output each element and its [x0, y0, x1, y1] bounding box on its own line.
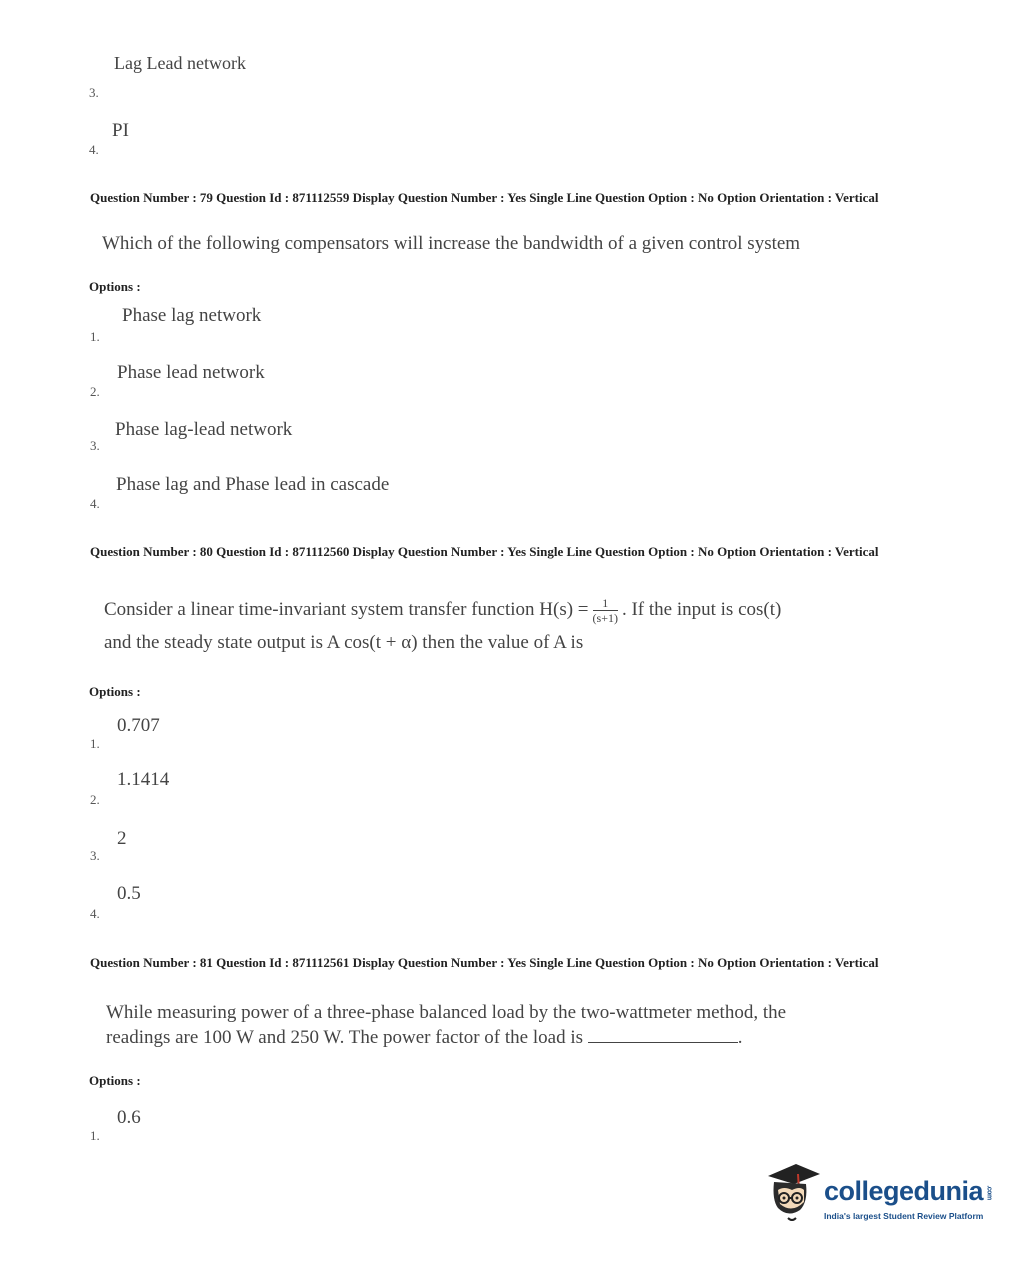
option-number: 3. — [89, 85, 99, 100]
option-text[interactable]: 0.5 — [117, 883, 141, 904]
fraction-numerator: 1 — [593, 596, 618, 611]
options-label: Options : — [89, 684, 141, 699]
option-text[interactable]: 0.707 — [117, 715, 160, 736]
option-number: 4. — [89, 142, 99, 157]
transfer-function-fraction — [593, 596, 618, 625]
option-number: 3. — [90, 848, 100, 863]
collegedunia-logo[interactable] — [762, 1160, 992, 1230]
logo-tagline: India's largest Student Review Platform — [824, 1211, 984, 1221]
logo-suffix: .com — [985, 1185, 993, 1201]
option-text[interactable]: Phase lead network — [117, 362, 265, 383]
option-number: 2. — [90, 384, 100, 399]
question-text-line2: and the steady state output is A cos(t + α) then the value of A is — [104, 632, 584, 653]
option-text[interactable]: Phase lag network — [122, 305, 262, 326]
option-number: 3. — [90, 438, 100, 453]
question-text-part: readings are 100 W and 250 W. The power factor of the load is — [106, 1027, 583, 1048]
option-number: 4. — [90, 906, 100, 921]
option-text[interactable]: 0.6 — [117, 1107, 141, 1128]
option-text[interactable]: 1.1414 — [117, 769, 170, 790]
question-text-part1: Consider a linear time-invariant system transfer function H(s) = — [104, 598, 589, 620]
option-text[interactable]: Phase lag and Phase lead in cascade — [116, 474, 390, 495]
question-header: Question Number : 81 Question Id : 871112561 Display Question Number : Yes Single Line Question Option : No Option Orientation : Vertical — [90, 955, 879, 970]
option-text[interactable]: 2 — [117, 828, 127, 849]
option-number: 1. — [90, 1128, 100, 1143]
question-text-part2: . If the input is cos(t) — [621, 598, 782, 620]
options-label: Options : — [89, 1073, 141, 1088]
question-text-line1 — [104, 596, 781, 625]
question-text-line1: While measuring power of a three-phase balanced load by the two-wattmeter method, the — [106, 1002, 787, 1023]
option-number: 1. — [90, 736, 100, 751]
option-text: PI — [112, 120, 129, 141]
mascot-graduate-icon — [762, 1160, 824, 1226]
options-label: Options : — [89, 279, 141, 294]
option-number: 4. — [90, 496, 100, 511]
question-text: Which of the following compensators will increase the bandwidth of a given control system — [102, 233, 801, 254]
cut-off-option-text: Lag Lead network — [114, 53, 246, 73]
logo-name: collegedunia — [824, 1176, 984, 1206]
answer-blank — [588, 1028, 738, 1043]
question-text-line2 — [106, 1027, 743, 1049]
question-header: Question Number : 79 Question Id : 871112559 Display Question Number : Yes Single Line Question Option : No Option Orientation : Vertical — [90, 190, 879, 205]
option-number: 1. — [90, 329, 100, 344]
fraction-denominator: (s+1) — [592, 611, 618, 625]
question-text-end: . — [737, 1027, 743, 1048]
option-text[interactable]: Phase lag-lead network — [115, 419, 293, 440]
question-header: Question Number : 80 Question Id : 871112560 Display Question Number : Yes Single Line Question Option : No Option Orientation : Vertical — [90, 544, 879, 559]
option-number: 2. — [90, 792, 100, 807]
